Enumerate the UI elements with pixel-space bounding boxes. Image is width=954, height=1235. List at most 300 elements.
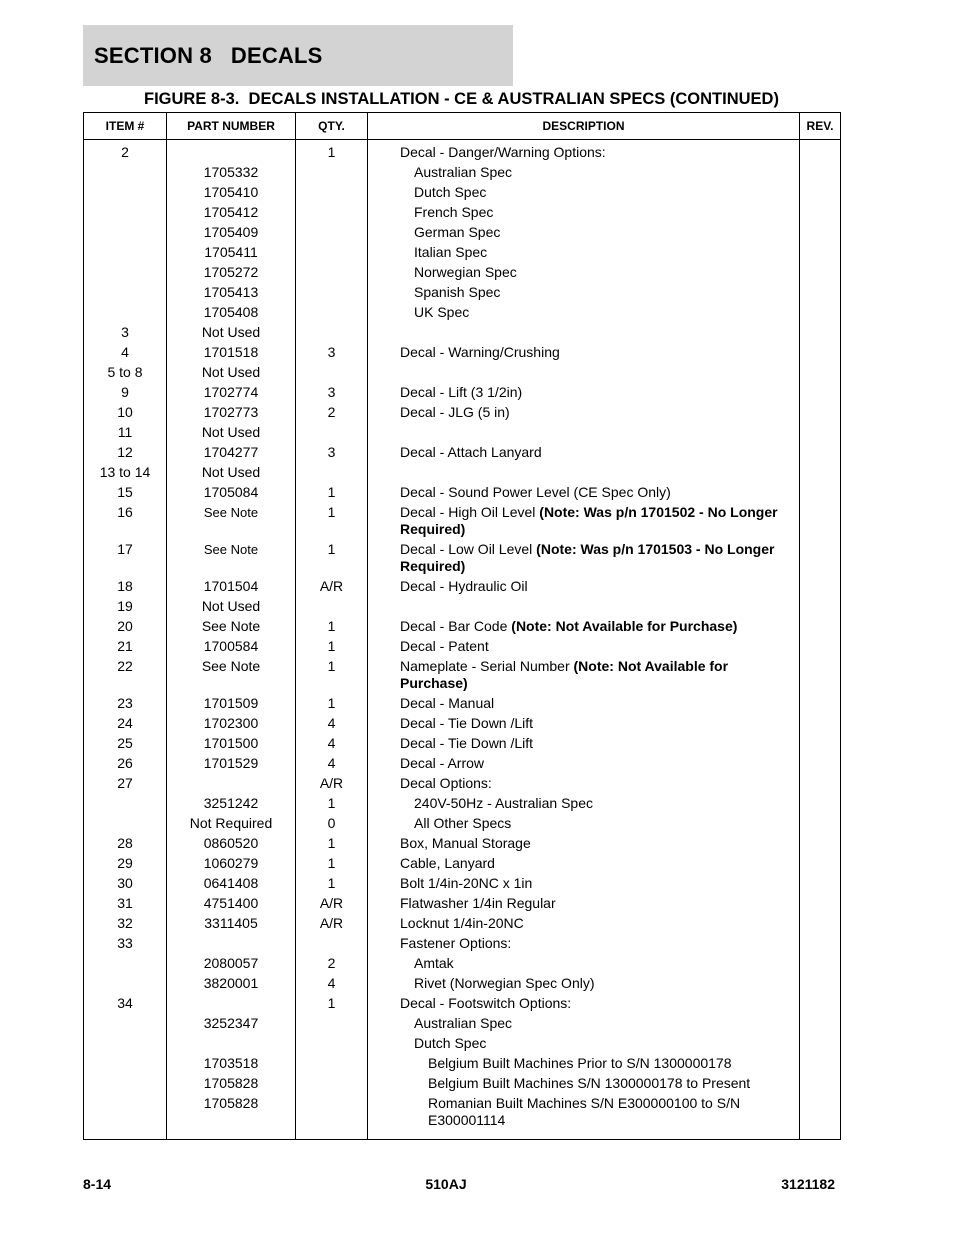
cell-qty — [296, 933, 368, 953]
description-text: Decal - Arrow — [400, 755, 485, 771]
cell-rev — [800, 933, 841, 953]
table-row — [84, 596, 841, 616]
cell-part-number — [167, 1033, 296, 1053]
table-row — [84, 442, 841, 462]
cell-item: 21 — [84, 636, 167, 656]
cell-qty — [296, 202, 368, 222]
cell-qty — [296, 1033, 368, 1053]
description-text: Australian Spec — [414, 164, 513, 180]
description-text: Bolt 1/4in-20NC x 1in — [400, 875, 533, 891]
description-content — [400, 1015, 795, 1032]
cell-qty: 1 — [296, 853, 368, 873]
description-content — [400, 184, 795, 201]
cell-qty — [296, 1053, 368, 1073]
description-content — [400, 715, 795, 732]
cell-rev — [800, 262, 841, 282]
cell-description — [368, 302, 800, 322]
cell-part-number — [167, 933, 296, 953]
cell-part-number: 1701529 — [167, 753, 296, 773]
description-note: (Note: Not Available for Purchase) — [400, 658, 729, 691]
cell-part-number: See Note — [167, 539, 296, 576]
cell-part-number: 3311405 — [167, 913, 296, 933]
table-row — [84, 202, 841, 222]
cell-rev — [800, 733, 841, 753]
cell-rev — [800, 753, 841, 773]
cell-qty: 2 — [296, 402, 368, 422]
cell-qty: 1 — [296, 993, 368, 1013]
cell-description — [368, 873, 800, 893]
cell-item: 5 to 8 — [84, 362, 167, 382]
cell-description — [368, 1013, 800, 1033]
cell-item — [84, 262, 167, 282]
cell-description — [368, 242, 800, 262]
description-note: (Note: Was p/n 1701503 - No Longer Required) — [400, 541, 775, 574]
description-text: Italian Spec — [414, 244, 488, 260]
description-text: Decal - Manual — [400, 695, 495, 711]
description-text: Decal - Danger/Warning Options: — [400, 144, 606, 160]
description-text: Decal - Hydraulic Oil — [400, 578, 528, 594]
cell-description — [368, 362, 800, 382]
cell-qty: 4 — [296, 973, 368, 993]
cell-description — [368, 202, 800, 222]
cell-part-number: 0641408 — [167, 873, 296, 893]
cell-description — [368, 1033, 800, 1053]
description-content — [400, 444, 795, 461]
description-content — [400, 895, 795, 912]
cell-part-number: 1701509 — [167, 693, 296, 713]
cell-part-number: Not Used — [167, 596, 296, 616]
cell-qty: 1 — [296, 140, 368, 163]
cell-item: 15 — [84, 482, 167, 502]
cell-part-number: 1705408 — [167, 302, 296, 322]
cell-qty: 1 — [296, 502, 368, 539]
cell-description — [368, 813, 800, 833]
cell-rev — [800, 442, 841, 462]
cell-qty — [296, 242, 368, 262]
cell-item — [84, 813, 167, 833]
description-text: Amtak — [414, 955, 454, 971]
cell-rev — [800, 482, 841, 502]
table-row — [84, 733, 841, 753]
cell-qty: 1 — [296, 656, 368, 693]
cell-item: 3 — [84, 322, 167, 342]
cell-item: 26 — [84, 753, 167, 773]
cell-description — [368, 382, 800, 402]
table-row — [84, 362, 841, 382]
cell-item — [84, 1033, 167, 1053]
cell-description — [368, 162, 800, 182]
table-row — [84, 833, 841, 853]
cell-rev — [800, 693, 841, 713]
cell-description — [368, 462, 800, 482]
cell-item: 2 — [84, 140, 167, 163]
cell-qty: 1 — [296, 482, 368, 502]
description-text: Fastener Options: — [400, 935, 512, 951]
description-content — [400, 264, 795, 281]
description-content — [400, 955, 795, 972]
table-row — [84, 813, 841, 833]
cell-part-number: 1700584 — [167, 636, 296, 656]
cell-qty — [296, 1093, 368, 1140]
cell-part-number: 1705272 — [167, 262, 296, 282]
cell-part-number: 1705828 — [167, 1073, 296, 1093]
cell-description — [368, 322, 800, 342]
cell-part-number: 1703518 — [167, 1053, 296, 1073]
description-content — [400, 284, 795, 301]
cell-rev — [800, 1053, 841, 1073]
cell-description — [368, 773, 800, 793]
cell-item: 18 — [84, 576, 167, 596]
description-text: French Spec — [414, 204, 494, 220]
description-text: UK Spec — [414, 304, 470, 320]
cell-item — [84, 282, 167, 302]
cell-description — [368, 993, 800, 1013]
cell-qty: 3 — [296, 342, 368, 362]
cell-qty — [296, 222, 368, 242]
cell-item: 20 — [84, 616, 167, 636]
cell-part-number: 1702300 — [167, 713, 296, 733]
cell-description — [368, 262, 800, 282]
description-text: Decal - Tie Down /Lift — [400, 715, 534, 731]
cell-item — [84, 222, 167, 242]
cell-part-number: See Note — [167, 656, 296, 693]
cell-item: 11 — [84, 422, 167, 442]
cell-qty — [296, 596, 368, 616]
table-row — [84, 993, 841, 1013]
cell-rev — [800, 576, 841, 596]
cell-qty: A/R — [296, 773, 368, 793]
cell-rev — [800, 242, 841, 262]
cell-part-number: 1705409 — [167, 222, 296, 242]
cell-rev — [800, 873, 841, 893]
table-row — [84, 1073, 841, 1093]
cell-description — [368, 342, 800, 362]
cell-rev — [800, 222, 841, 242]
description-text: Decal - Low Oil Level — [400, 541, 537, 557]
table-row — [84, 853, 841, 873]
cell-qty — [296, 282, 368, 302]
description-content — [400, 204, 795, 221]
table-row — [84, 342, 841, 362]
header-rev: REV. — [800, 113, 841, 140]
cell-description — [368, 753, 800, 773]
cell-description — [368, 402, 800, 422]
cell-item: 17 — [84, 539, 167, 576]
cell-rev — [800, 382, 841, 402]
cell-rev — [800, 182, 841, 202]
table-header-row — [84, 113, 841, 140]
cell-description — [368, 953, 800, 973]
description-content — [400, 1035, 795, 1052]
cell-description — [368, 893, 800, 913]
cell-rev — [800, 1073, 841, 1093]
table-row — [84, 793, 841, 813]
cell-description — [368, 793, 800, 813]
cell-item: 9 — [84, 382, 167, 402]
cell-description — [368, 616, 800, 636]
cell-description — [368, 733, 800, 753]
cell-item — [84, 1053, 167, 1073]
description-content — [400, 735, 795, 752]
description-text: Decal - JLG (5 in) — [400, 404, 510, 420]
cell-description — [368, 482, 800, 502]
cell-description — [368, 833, 800, 853]
description-content — [400, 775, 795, 792]
cell-rev — [800, 953, 841, 973]
cell-part-number: 1705411 — [167, 242, 296, 262]
description-content — [400, 835, 795, 852]
table-row — [84, 282, 841, 302]
cell-description — [368, 222, 800, 242]
cell-qty: 1 — [296, 833, 368, 853]
cell-rev — [800, 853, 841, 873]
cell-part-number — [167, 140, 296, 163]
table-row — [84, 462, 841, 482]
cell-part-number: 1701500 — [167, 733, 296, 753]
footer-page-number: 8-14 — [83, 1176, 112, 1192]
cell-part-number — [167, 773, 296, 793]
description-text: Decal - Patent — [400, 638, 489, 654]
description-text: 240V-50Hz - Australian Spec — [414, 795, 593, 811]
header-description: DESCRIPTION — [368, 113, 800, 140]
table-row — [84, 913, 841, 933]
table-row — [84, 616, 841, 636]
cell-rev — [800, 893, 841, 913]
cell-part-number: Not Required — [167, 813, 296, 833]
cell-rev — [800, 913, 841, 933]
cell-qty — [296, 422, 368, 442]
cell-description — [368, 539, 800, 576]
description-text: Belgium Built Machines S/N 1300000178 to Present — [428, 1075, 751, 1091]
cell-rev — [800, 833, 841, 853]
description-text: Australian Spec — [414, 1015, 513, 1031]
description-content — [400, 875, 795, 892]
description-content — [400, 855, 795, 872]
cell-qty: 2 — [296, 953, 368, 973]
cell-item — [84, 202, 167, 222]
cell-description — [368, 502, 800, 539]
cell-qty — [296, 302, 368, 322]
table-row — [84, 382, 841, 402]
description-text: Dutch Spec — [414, 1035, 487, 1051]
cell-description — [368, 913, 800, 933]
cell-description — [368, 182, 800, 202]
header-qty: QTY. — [296, 113, 368, 140]
cell-part-number: Not Used — [167, 462, 296, 482]
cell-item: 33 — [84, 933, 167, 953]
description-text: Nameplate - Serial Number — [400, 658, 574, 674]
cell-part-number: 1705412 — [167, 202, 296, 222]
cell-item: 19 — [84, 596, 167, 616]
table-row — [84, 502, 841, 539]
description-content — [400, 755, 795, 772]
table-row — [84, 422, 841, 442]
description-text: Decal Options: — [400, 775, 492, 791]
description-content — [400, 795, 795, 812]
description-content — [400, 1075, 795, 1092]
table-row — [84, 322, 841, 342]
cell-item — [84, 973, 167, 993]
table-row — [84, 636, 841, 656]
cell-item: 22 — [84, 656, 167, 693]
description-note: (Note: Was p/n 1701502 - No Longer Required) — [400, 504, 778, 537]
table-row — [84, 576, 841, 596]
cell-rev — [800, 656, 841, 693]
table-body — [84, 140, 841, 1140]
cell-description — [368, 693, 800, 713]
description-content — [400, 344, 795, 361]
table-row — [84, 1093, 841, 1140]
cell-part-number: Not Used — [167, 422, 296, 442]
cell-item: 13 to 14 — [84, 462, 167, 482]
description-text: Box, Manual Storage — [400, 835, 531, 851]
cell-part-number: Not Used — [167, 322, 296, 342]
description-text: Decal - Attach Lanyard — [400, 444, 542, 460]
cell-qty: 3 — [296, 382, 368, 402]
cell-rev — [800, 773, 841, 793]
cell-qty: 1 — [296, 693, 368, 713]
table-row — [84, 713, 841, 733]
description-content — [400, 504, 795, 538]
cell-part-number: 2080057 — [167, 953, 296, 973]
cell-item — [84, 953, 167, 973]
cell-part-number: 1701504 — [167, 576, 296, 596]
cell-item — [84, 1013, 167, 1033]
cell-qty: 3 — [296, 442, 368, 462]
cell-qty: 4 — [296, 733, 368, 753]
cell-rev — [800, 162, 841, 182]
cell-part-number: See Note — [167, 616, 296, 636]
cell-item: 34 — [84, 993, 167, 1013]
cell-item — [84, 793, 167, 813]
cell-qty — [296, 162, 368, 182]
cell-qty — [296, 182, 368, 202]
cell-item: 30 — [84, 873, 167, 893]
description-text: Cable, Lanyard — [400, 855, 495, 871]
description-text: German Spec — [414, 224, 501, 240]
description-content — [400, 1055, 795, 1072]
header-part-number: PART NUMBER — [167, 113, 296, 140]
cell-qty: A/R — [296, 913, 368, 933]
cell-rev — [800, 616, 841, 636]
description-note: (Note: Not Available for Purchase) — [511, 618, 738, 634]
cell-qty — [296, 1073, 368, 1093]
description-text: Rivet (Norwegian Spec Only) — [414, 975, 595, 991]
cell-rev — [800, 793, 841, 813]
description-content — [400, 915, 795, 932]
cell-rev — [800, 993, 841, 1013]
description-content — [400, 244, 795, 261]
cell-item: 31 — [84, 893, 167, 913]
cell-description — [368, 576, 800, 596]
table-row — [84, 1033, 841, 1053]
section-title: SECTION 8 DECALS — [94, 42, 323, 68]
cell-item: 24 — [84, 713, 167, 733]
cell-rev — [800, 322, 841, 342]
table-row — [84, 539, 841, 576]
description-text: Decal - Lift (3 1/2in) — [400, 384, 523, 400]
cell-description — [368, 636, 800, 656]
cell-description — [368, 1053, 800, 1073]
description-text: Decal - Bar Code — [400, 618, 512, 634]
description-text: Decal - Tie Down /Lift — [400, 735, 534, 751]
table-row — [84, 656, 841, 693]
description-text: Dutch Spec — [414, 184, 487, 200]
cell-rev — [800, 302, 841, 322]
cell-rev — [800, 282, 841, 302]
header-item: ITEM # — [84, 113, 167, 140]
description-content — [400, 541, 795, 575]
cell-part-number: 1704277 — [167, 442, 296, 462]
cell-part-number: 1705410 — [167, 182, 296, 202]
cell-part-number: 1705828 — [167, 1093, 296, 1140]
cell-item — [84, 1073, 167, 1093]
table-row — [84, 973, 841, 993]
table-row — [84, 693, 841, 713]
cell-part-number: 1702773 — [167, 402, 296, 422]
table-row — [84, 773, 841, 793]
cell-rev — [800, 422, 841, 442]
cell-description — [368, 973, 800, 993]
cell-qty — [296, 322, 368, 342]
description-content — [400, 935, 795, 952]
cell-description — [368, 713, 800, 733]
cell-qty: 4 — [296, 753, 368, 773]
cell-rev — [800, 1033, 841, 1053]
description-content — [400, 304, 795, 321]
table-row — [84, 1053, 841, 1073]
cell-part-number: Not Used — [167, 362, 296, 382]
cell-item: 23 — [84, 693, 167, 713]
cell-item — [84, 242, 167, 262]
description-text: Romanian Built Machines S/N E300000100 to S/N E300001114 — [428, 1095, 741, 1128]
table-row — [84, 933, 841, 953]
table-row — [84, 953, 841, 973]
cell-qty: 0 — [296, 813, 368, 833]
cell-item: 25 — [84, 733, 167, 753]
description-text: Decal - Sound Power Level (CE Spec Only) — [400, 484, 671, 500]
cell-item — [84, 182, 167, 202]
cell-qty: 1 — [296, 539, 368, 576]
cell-qty — [296, 462, 368, 482]
cell-part-number: 1705413 — [167, 282, 296, 302]
cell-qty: 1 — [296, 793, 368, 813]
cell-rev — [800, 1013, 841, 1033]
description-content — [400, 1095, 795, 1129]
cell-part-number: 1060279 — [167, 853, 296, 873]
cell-item: 27 — [84, 773, 167, 793]
cell-description — [368, 656, 800, 693]
footer-doc-number: 3121182 — [781, 1176, 835, 1192]
section-header — [83, 25, 513, 86]
description-content — [400, 578, 795, 595]
description-content — [400, 995, 795, 1012]
cell-rev — [800, 202, 841, 222]
cell-part-number: 1705332 — [167, 162, 296, 182]
cell-description — [368, 933, 800, 953]
table-row — [84, 482, 841, 502]
cell-item: 4 — [84, 342, 167, 362]
table-row — [84, 140, 841, 163]
cell-part-number: 1701518 — [167, 342, 296, 362]
cell-description — [368, 140, 800, 163]
cell-rev — [800, 596, 841, 616]
cell-description — [368, 442, 800, 462]
cell-item: 28 — [84, 833, 167, 853]
cell-description — [368, 282, 800, 302]
cell-rev — [800, 973, 841, 993]
description-content — [400, 484, 795, 501]
